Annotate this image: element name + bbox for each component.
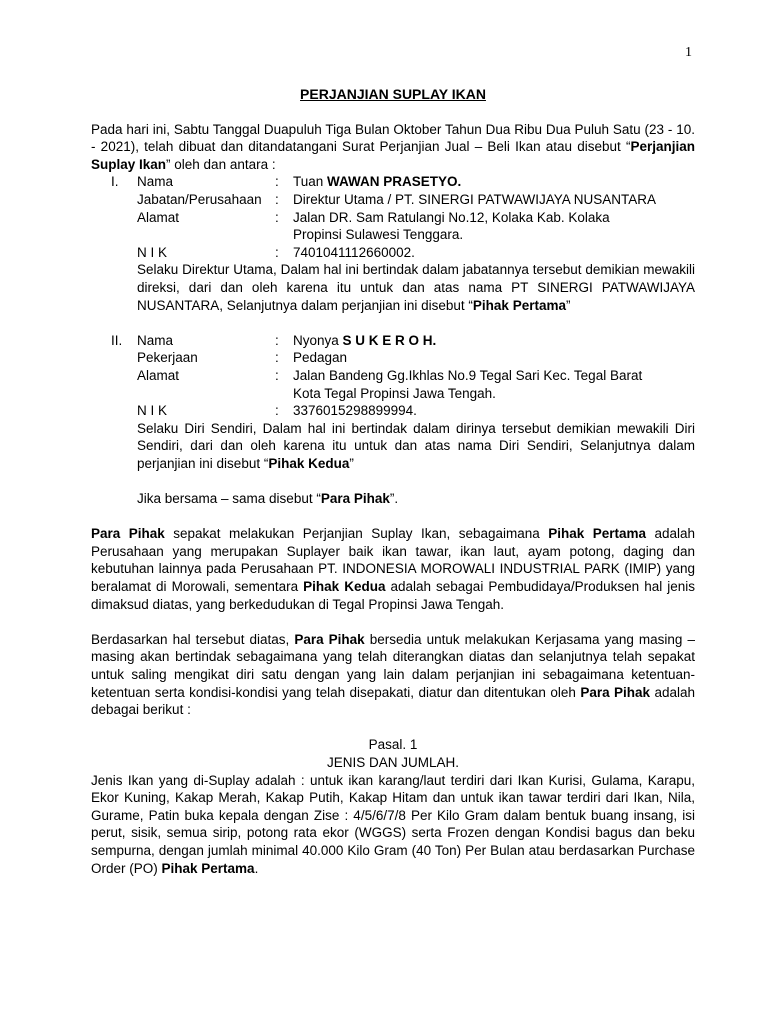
party-two-number: II. bbox=[111, 332, 123, 348]
party-one bbox=[91, 173, 695, 314]
article-heading: Pasal. 1 bbox=[368, 737, 418, 753]
party-two-nik-row: N I K : 3376015298899994. bbox=[137, 403, 417, 419]
party-one-name-row: Nama : Tuan WAWAN PRASETYO. bbox=[137, 174, 462, 190]
party-two-occupation-row: Pekerjaan : Pedagan bbox=[137, 350, 348, 366]
article-subheading: JENIS DAN JUMLAH. bbox=[326, 754, 460, 770]
party-two bbox=[91, 332, 695, 473]
party-one-position-row: Jabatan/Perusahaan : Direktur Utama / PT. SINERGI PATWAWIJAYA NUSANTARA bbox=[137, 191, 657, 207]
article-body: Jenis Ikan yang di-Suplay adalah : untuk ikan karang/laut terdiri dari Ikan Kurisi, Gulama, Karapu, Ekor Kuning, Kakap Merah, Kakap Putih, Kakap Hitam dan untuk ikan tawar terdiri dari Ikan, Nila, Gurame, Patin buka kepala dengan Zise : 4/5/6/7/8 Per Kilo Gram dalam bentuk buang insang, isi perut, sisik, semua sirip, potong rata ekor (WGGS) serta Frozen dengan Kondisi bagus dan beku sempurna, dengan jumlah minimal 40.000 Kilo Gram (40 Ton) Per Bulan atau berdasarkan Purchase Order (PO) Pihak Pertama. bbox=[91, 772, 695, 876]
page-number: 1 bbox=[685, 45, 692, 60]
party-two-description: Selaku Diri Sendiri, Dalam hal ini bertindak dalam dirinya tersebut demikian mewakili Diri Sendiri, dari dan oleh karena itu untuk dan atas nama Diri Sendiri, Selanjutnya dalam perjanjian ini disebut “Pihak Kedua” bbox=[137, 420, 695, 471]
agreement-paragraph: Para Pihak sepakat melakukan Perjanjian Suplay Ikan, sebagaimana Pihak Pertama adalah Perusahaan yang merupakan Suplayer baik ikan tawar, ikan laut, ayam potong, daging dan kebutuhan lainnya pada Perusahaan PT. INDONESIA MOROWALI INDUSTRIAL PARK (IMIP) yang beralamat di Morowali, sementara Pihak Kedua adalah sebagai Pembudidaya/Produksen hal jenis dimaksud diatas, yang berkedudukan di Tegal Propinsi Jawa Tengah. bbox=[91, 526, 696, 612]
intro-paragraph: Pada hari ini, Sabtu Tanggal Duapuluh Tiga Bulan Oktober Tahun Dua Ribu Dua Puluh Satu (23 - 10. - 2021), telah dibuat dan ditandatangani Surat Perjanjian Jual – Beli Ikan atau disebut “Perjanjian Suplay Ikan” oleh dan antara : bbox=[91, 121, 695, 172]
party-one-description: Selaku Direktur Utama, Dalam hal ini bertindak dalam jabatannya tersebut demikian mewakili direksi, dari dan oleh karena itu untuk dan atas nama PT SINERGI PATWAWIJAYA NUSANTARA, Selanjutnya dalam perjanjian ini disebut “Pihak Pertama” bbox=[137, 262, 695, 313]
party-one-number: I. bbox=[111, 174, 119, 190]
together-statement: Jika bersama – sama disebut “Para Pihak”. bbox=[137, 491, 399, 507]
party-two-name-row: Nama : Nyonya S U K E R O H. bbox=[137, 332, 437, 348]
basis-paragraph: Berdasarkan hal tersebut diatas, Para Pihak bersedia untuk melakukan Kerjasama yang masing – masing akan bertindak sebagaimana yang telah diterangkan diatas dan selanjutnya telah sepakat untuk saling mengikat diri satu dengan yang lain dalam perjanjian ini sebagaimana ketentuan-ketentuan serta kondisi-kondisi yang telah disepakati, diatur dan ditentukan oleh Para Pihak adalah debagai berikut : bbox=[91, 631, 696, 718]
document-title: PERJANJIAN SUPLAY IKAN bbox=[300, 86, 486, 102]
party-two-address-row: Alamat : Jalan Bandeng Gg.Ikhlas No.9 Tegal Sari Kec. Tegal Barat Kota Tegal Propinsi Jawa Tengah. bbox=[137, 367, 643, 401]
party-one-address-row: Alamat : Jalan DR. Sam Ratulangi No.12, Kolaka Kab. Kolaka Propinsi Sulawesi Tenggara. bbox=[137, 209, 610, 243]
party-one-nik-row: N I K : 7401041112660002. bbox=[137, 244, 415, 260]
document-body bbox=[91, 86, 695, 877]
